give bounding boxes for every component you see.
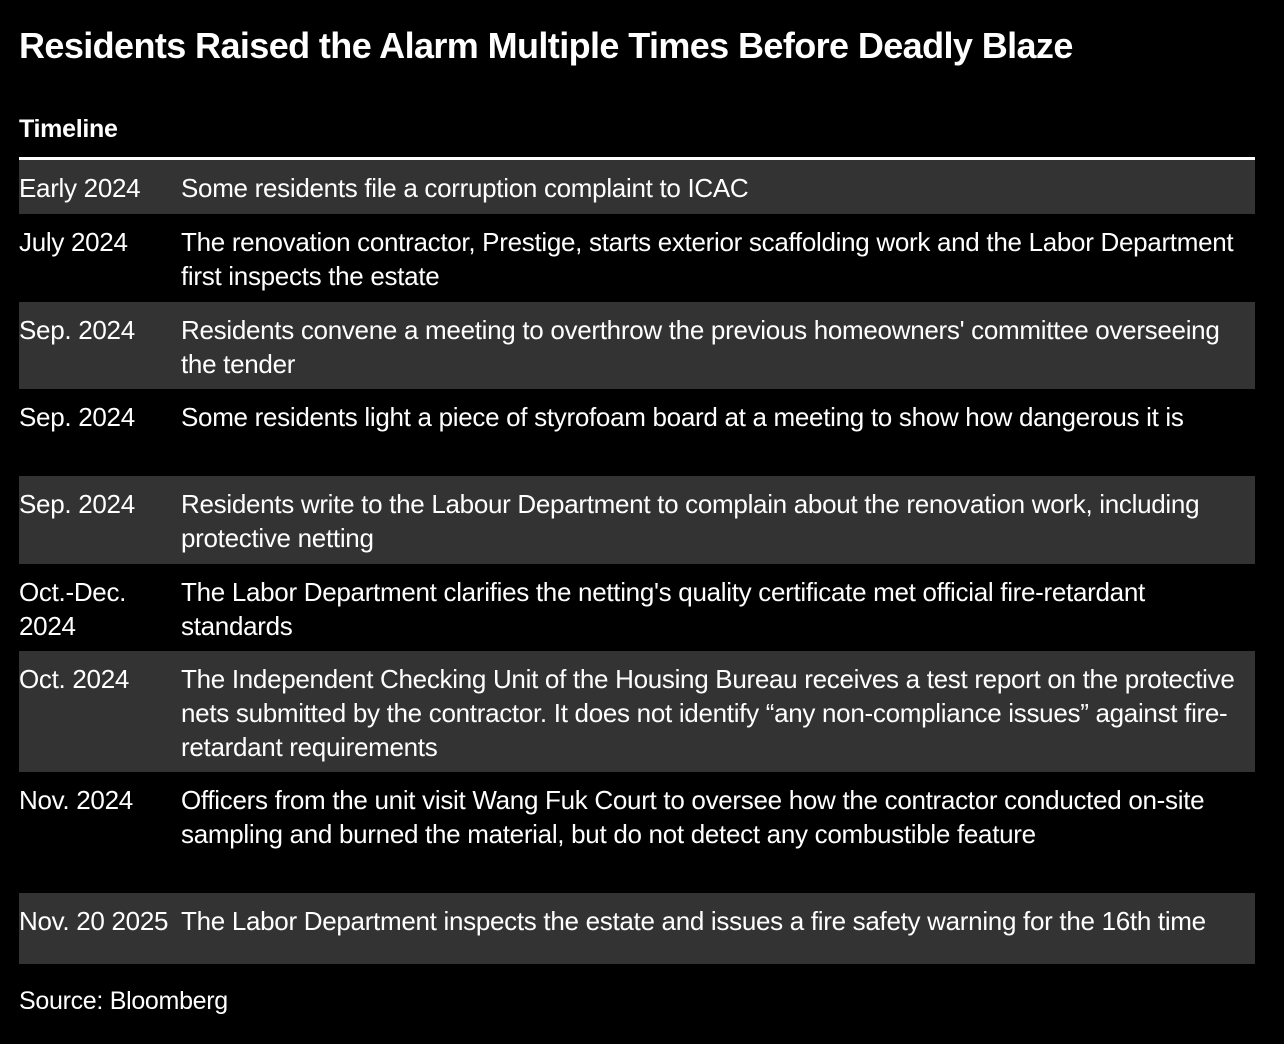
row-date: Oct. 2024	[19, 664, 130, 694]
table-row	[19, 651, 1255, 772]
row-date: Early 2024	[19, 173, 141, 203]
row-event: Officers from the unit visit Wang Fuk Court to oversee how the contractor conducted on-site sampling and burned the material, but do not detect any combustible feature	[181, 785, 1205, 849]
table-row	[19, 564, 1255, 651]
row-date: Oct.-Dec. 2024	[19, 577, 127, 641]
row-date: July 2024	[19, 227, 128, 257]
page-title: Residents Raised the Alarm Multiple Times Before Deadly Blaze	[19, 25, 1073, 66]
table-row	[19, 772, 1255, 893]
table-row	[19, 893, 1255, 964]
row-event: Some residents file a corruption complaint to ICAC	[181, 173, 749, 203]
row-event: The Independent Checking Unit of the Housing Bureau receives a test report on the protective nets submitted by the contractor. It does not identify “any non-compliance issues” against fire-retardant requirements	[181, 664, 1235, 762]
timeline-table	[19, 160, 1255, 964]
table-row	[19, 302, 1255, 389]
row-event: The Labor Department clarifies the netting's quality certificate met official fire-retardant standards	[181, 577, 1145, 641]
row-event: Some residents light a piece of styrofoam board at a meeting to show how dangerous it is	[181, 402, 1184, 432]
row-event: Residents convene a meeting to overthrow the previous homeowners' committee overseeing the tender	[181, 315, 1220, 379]
row-event: The Labor Department inspects the estate and issues a fire safety warning for the 16th time	[181, 906, 1206, 936]
table-row	[19, 389, 1255, 476]
row-event: Residents write to the Labour Department to complain about the renovation work, including protective netting	[181, 489, 1200, 553]
row-date: Sep. 2024	[19, 489, 135, 519]
timeline-column-header: Timeline	[19, 115, 118, 143]
table-row	[19, 160, 1255, 214]
row-event: The renovation contractor, Prestige, starts exterior scaffolding work and the Labor Department first inspects the estate	[181, 227, 1234, 291]
source-note: Source: Bloomberg	[19, 987, 228, 1015]
row-date: Sep. 2024	[19, 315, 135, 345]
table-row	[19, 476, 1255, 564]
table-row	[19, 214, 1255, 302]
row-date: Nov. 2024	[19, 785, 133, 815]
row-date: Nov. 20 2025	[19, 906, 169, 936]
row-date: Sep. 2024	[19, 402, 135, 432]
